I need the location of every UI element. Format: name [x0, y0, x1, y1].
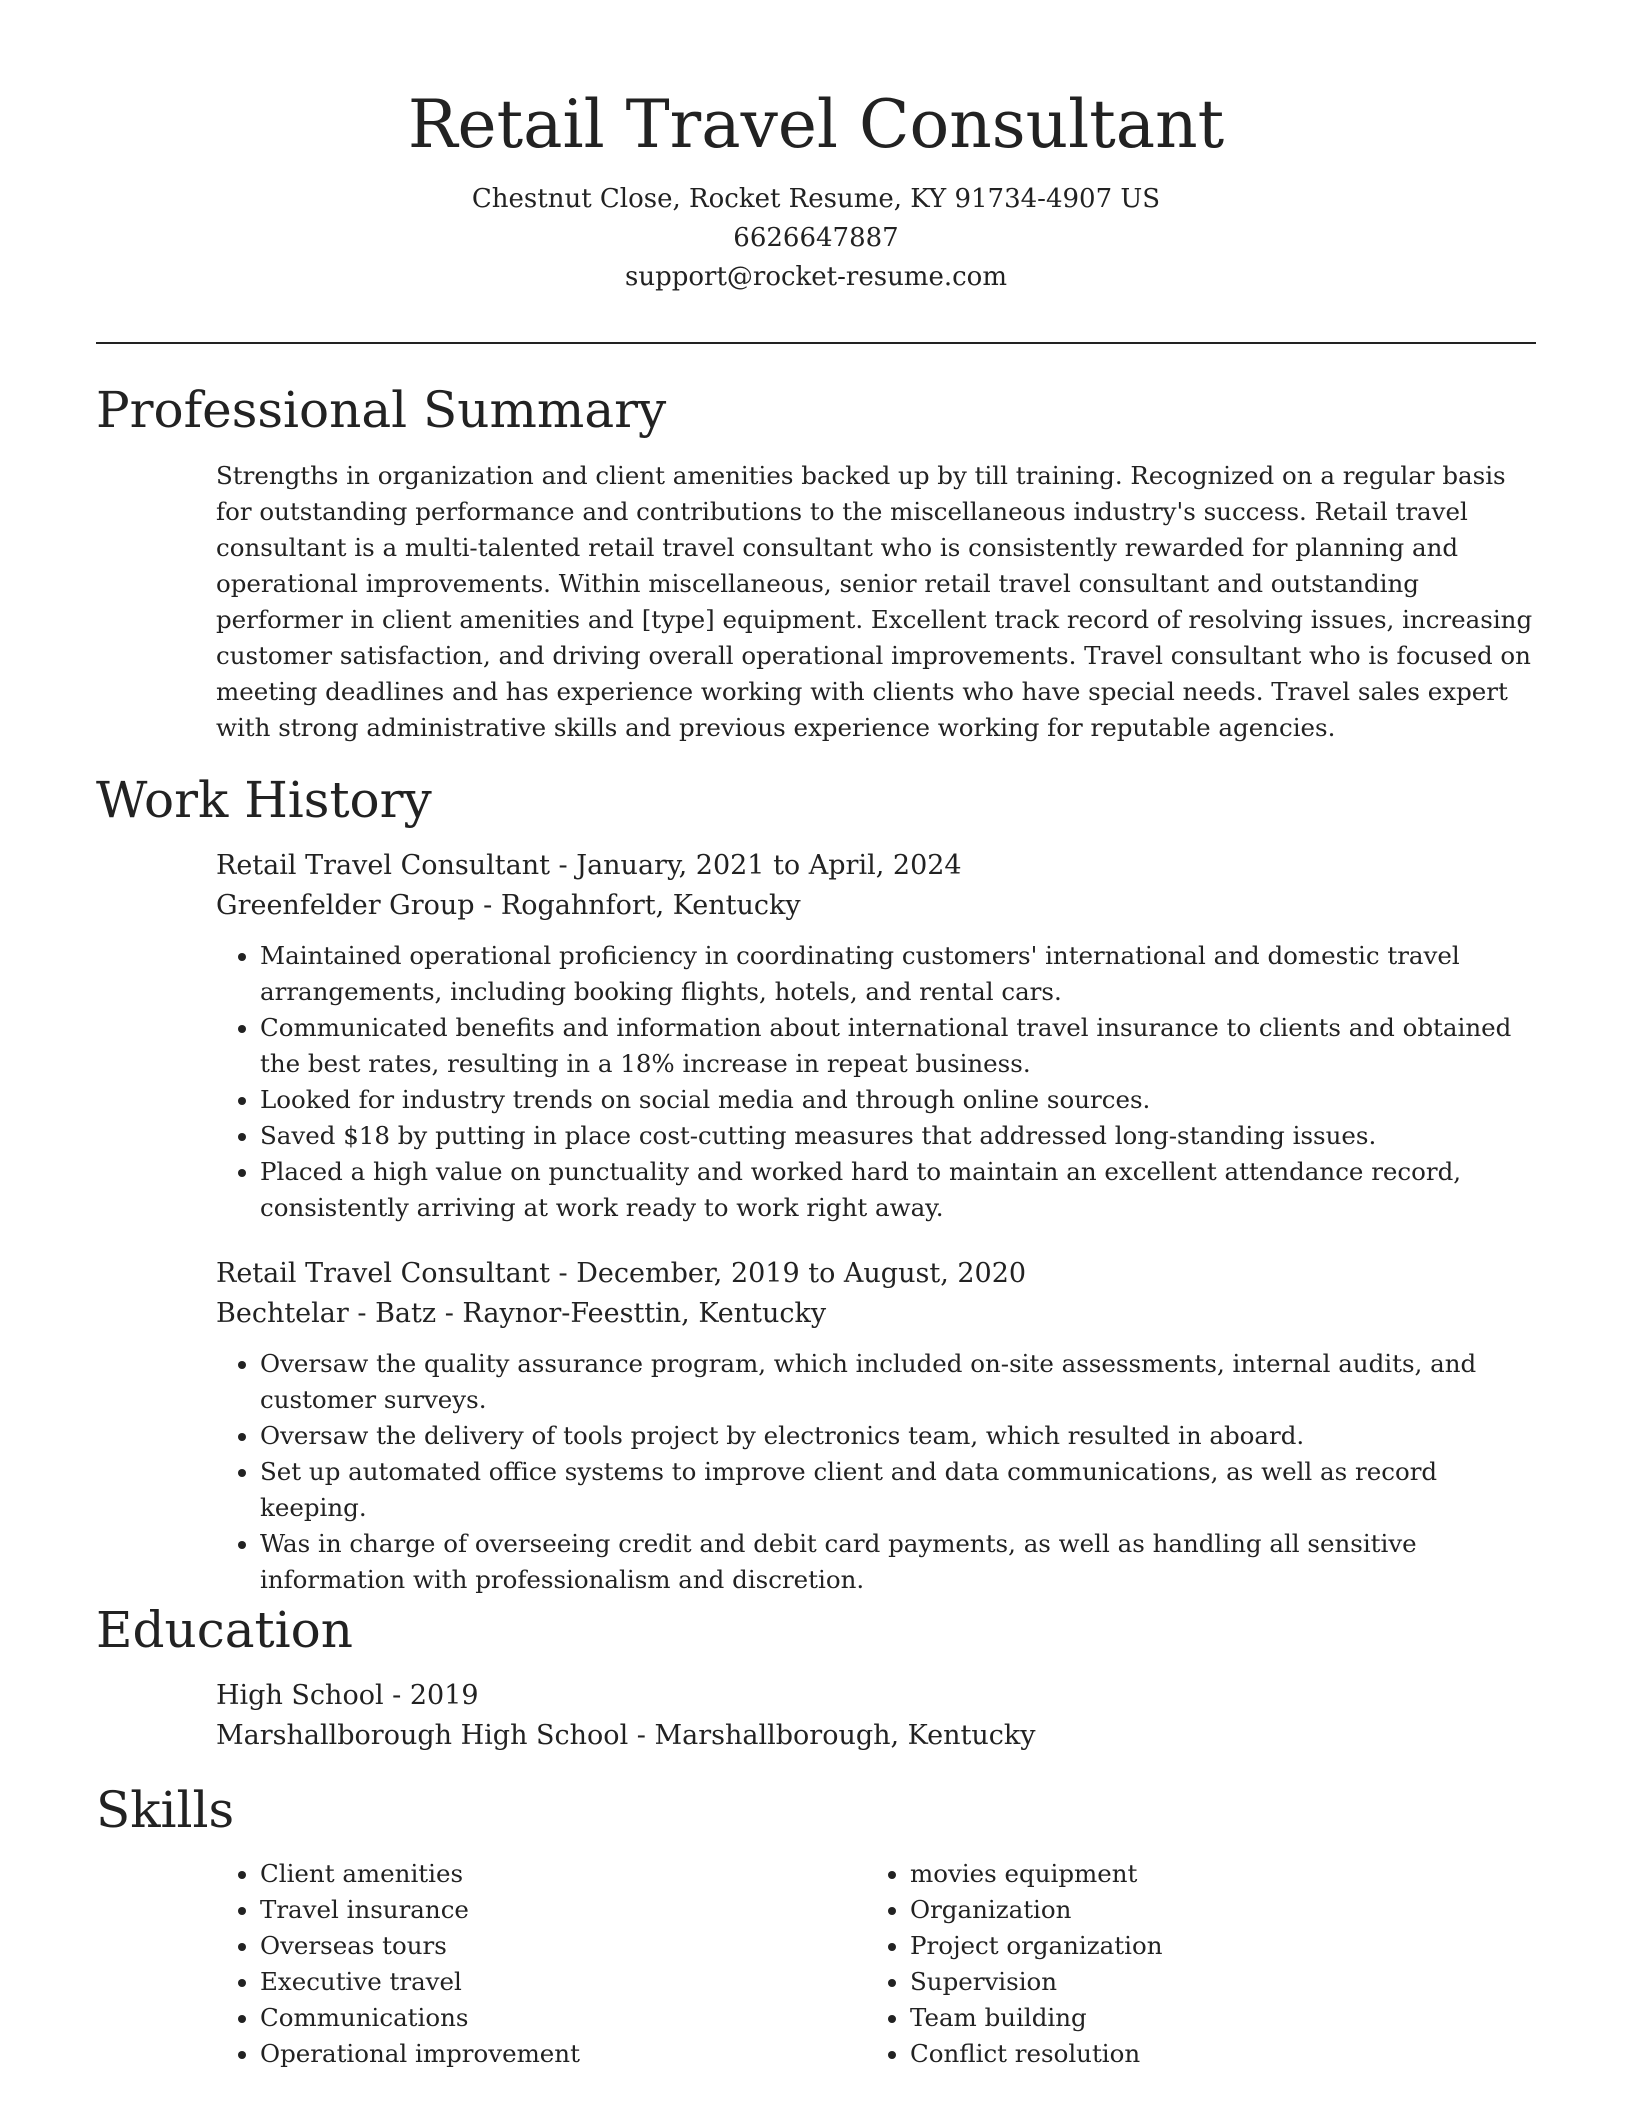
job-title-line	[216, 1254, 1536, 1294]
job-dates: - December, 2019 to August, 2020	[549, 1258, 1027, 1289]
job-position: Retail Travel Consultant	[216, 850, 550, 881]
job-bullets	[216, 938, 1536, 1226]
skills-column-right	[866, 1856, 1536, 2072]
contact-email: support@rocket-resume.com	[624, 262, 1007, 292]
list-item: • Project organization	[910, 1928, 1536, 1964]
list-item: • Supervision	[910, 1964, 1536, 2000]
job-position: Retail Travel Consultant	[216, 1258, 550, 1289]
work-history-section	[216, 846, 1536, 1598]
job-bullets	[216, 1346, 1536, 1598]
list-item: • Communications	[260, 2000, 866, 2036]
list-item: • movies equipment	[910, 1856, 1536, 1892]
list-item: • Set up automated office systems to improve client and data communications, as well as record keeping.	[260, 1454, 1536, 1526]
contact-block	[96, 180, 1536, 297]
skills-column-left	[216, 1856, 866, 2072]
job-dates: - January, 2021 to April, 2024	[549, 850, 962, 881]
job-company: Greenfelder Group	[216, 890, 475, 921]
skills-section	[216, 1856, 1536, 2072]
list-item: • Operational improvement	[260, 2036, 866, 2072]
contact-address: Chestnut Close, Rocket Resume, KY 91734-4907 US	[471, 184, 1161, 214]
contact-phone: 6626647887	[733, 223, 899, 253]
education-year: - 2019	[383, 1680, 479, 1711]
job-location: - Rogahnfort, Kentucky	[474, 890, 801, 921]
education-school-line	[216, 1716, 1536, 1756]
job-entry	[216, 846, 1536, 1226]
education-location: - Marshallborough, Kentucky	[628, 1720, 1036, 1751]
skills-list-left	[216, 1856, 866, 2072]
education-school: Marshallborough High School	[216, 1720, 629, 1751]
job-company-line	[216, 886, 1536, 926]
job-location: - Raynor-Feesttin, Kentucky	[436, 1298, 827, 1329]
list-item: • Placed a high value on punctuality and worked hard to maintain an excellent attendance record, consistently arriving at work ready to work right away.	[260, 1154, 1536, 1226]
education-degree: High School	[216, 1680, 384, 1711]
education-section	[216, 1676, 1536, 1756]
summary-section	[216, 458, 1536, 746]
job-entry	[216, 1254, 1536, 1598]
list-item: • Executive travel	[260, 1964, 866, 2000]
list-item: • Was in charge of overseeing credit and debit card payments, as well as handling all sensitive information with professionalism and discretion.	[260, 1526, 1536, 1598]
education-heading: Education	[96, 1601, 353, 1659]
resume-header	[96, 80, 1536, 297]
list-item: • Team building	[910, 2000, 1536, 2036]
summary-text: Strengths in organization and client amenities backed up by till training. Recognized on a regular basis for outstanding performance and contributions to the miscellaneous industry's success. Retail travel consultant is a multi-talented retail travel consultant who is consistently rewarded for planning and operational improvements. Within miscellaneous, senior retail travel consultant and outstanding performer in client amenities and [type] equipment. Excellent track record of resolving issues, increasing customer satisfaction, and driving overall operational improvements. Travel consultant who is focused on meeting deadlines and has experience working with clients who have special needs. Travel sales expert with strong administrative skills and previous experience working for reputable agencies.	[216, 461, 1533, 742]
list-item: • Looked for industry trends on social media and through online sources.	[260, 1082, 1536, 1118]
list-item: • Travel insurance	[260, 1892, 866, 1928]
skills-list-right	[866, 1856, 1536, 2072]
list-item: • Maintained operational proficiency in coordinating customers' international and domestic travel arrangements, including booking flights, hotels, and rental cars.	[260, 938, 1536, 1010]
skills-grid	[216, 1856, 1536, 2072]
job-company: Bechtelar - Batz	[216, 1298, 437, 1329]
header-divider	[96, 342, 1536, 344]
list-item: • Client amenities	[260, 1856, 866, 1892]
job-company-line	[216, 1294, 1536, 1334]
resume-name: Retail Travel Consultant	[407, 86, 1225, 163]
list-item: • Oversaw the quality assurance program, which included on-site assessments, internal audits, and customer surveys.	[260, 1346, 1536, 1418]
education-degree-line	[216, 1676, 1536, 1716]
list-item: • Overseas tours	[260, 1928, 866, 1964]
skills-heading: Skills	[96, 1781, 235, 1839]
list-item: • Communicated benefits and information about international travel insurance to clients and obtained the best rates, resulting in a 18% increase in repeat business.	[260, 1010, 1536, 1082]
summary-heading: Professional Summary	[96, 381, 667, 439]
job-title-line	[216, 846, 1536, 886]
list-item: • Organization	[910, 1892, 1536, 1928]
list-item: • Saved $18 by putting in place cost-cutting measures that addressed long-standing issues.	[260, 1118, 1536, 1154]
work-history-heading: Work History	[96, 771, 432, 829]
list-item: • Conflict resolution	[910, 2036, 1536, 2072]
list-item: • Oversaw the delivery of tools project by electronics team, which resulted in aboard.	[260, 1418, 1536, 1454]
